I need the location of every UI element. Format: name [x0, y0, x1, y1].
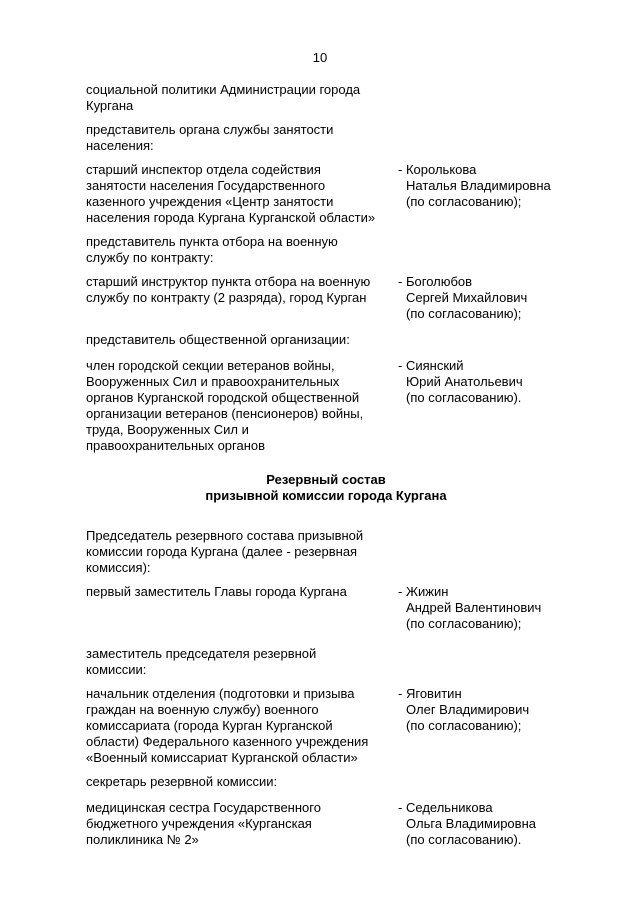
text-line: Председатель резервного состава призывной [86, 528, 364, 543]
text-line: поликлиника № 2» [86, 832, 199, 847]
text-line: комиссариата (города Курган Курганской [86, 718, 333, 733]
role-heading-contract [86, 234, 376, 266]
member-position [86, 358, 392, 454]
role-heading-chair [86, 528, 376, 576]
text-line: - Седельникова [398, 800, 493, 815]
member-name [392, 584, 556, 632]
text-line: член городской секции ветеранов войны, [86, 358, 335, 373]
text-line: призывной комиссии города Кургана [205, 488, 447, 503]
member-position [86, 274, 392, 322]
text-line: первый заместитель Главы города Кургана [86, 584, 347, 599]
member-row-contract [86, 274, 556, 322]
member-name [392, 800, 556, 848]
text-line: Вооруженных Сил и правоохранительных [86, 374, 340, 389]
member-position [86, 800, 392, 848]
text-line: (по согласованию); [406, 718, 522, 733]
role-heading-public-org [86, 332, 376, 348]
text-line: труда, Вооруженных Сил и [86, 422, 249, 437]
member-position [86, 584, 392, 632]
text-line: правоохранительных органов [86, 438, 266, 453]
member-name [392, 162, 556, 226]
text-line: комиссии: [86, 662, 147, 677]
text-line: Ольга Владимировна [406, 816, 536, 831]
text-line: (по согласованию). [406, 832, 522, 847]
role-heading-employment [86, 122, 376, 154]
text-line: Юрий Анатольевич [406, 374, 523, 389]
text-line: - Яговитин [398, 686, 462, 701]
member-row-deputy [86, 686, 556, 766]
text-line: Наталья Владимировна [406, 178, 551, 193]
text-line: - Боголюбов [398, 274, 473, 289]
text-line: комиссии города Кургана (далее - резервная [86, 544, 358, 559]
text-line: медицинская сестра Государственного [86, 800, 321, 815]
text-line: Кургана [86, 98, 134, 113]
text-line: области) Федерального казенного учреждения [86, 734, 369, 749]
text-line: органов Курганской городской общественной [86, 390, 360, 405]
page-number: 10 [312, 50, 328, 65]
text-line: Резервный состав [266, 472, 386, 487]
intro-text [86, 82, 376, 114]
text-line: - Сиянский [398, 358, 464, 373]
text-line: населения города Кургана Курганской области» [86, 210, 376, 225]
text-line: службу по контракту: [86, 250, 214, 265]
text-line: бюджетного учреждения «Курганская [86, 816, 312, 831]
text-line: (по согласованию); [406, 306, 522, 321]
text-line: казенного учреждения «Центр занятости [86, 194, 334, 209]
text-line: (по согласованию). [406, 390, 522, 405]
text-line: Сергей Михайлович [406, 290, 528, 305]
document-body [86, 82, 556, 856]
member-row-employment [86, 162, 556, 226]
member-name [392, 686, 556, 766]
text-line: Андрей Валентинович [406, 600, 542, 615]
text-line: Олег Владимирович [406, 702, 530, 717]
text-line: (по согласованию); [406, 194, 522, 209]
text-line: старший инструктор пункта отбора на военную [86, 274, 371, 289]
text-line: - Жижин [398, 584, 449, 599]
text-line: секретарь резервной комиссии: [86, 774, 278, 789]
text-line: представитель пункта отбора на военную [86, 234, 338, 249]
member-name [392, 274, 556, 322]
role-heading-secretary [86, 774, 376, 790]
member-row-secretary [86, 800, 556, 848]
member-name [392, 358, 556, 454]
text-line: службу по контракту (2 разряда), город Курган [86, 290, 367, 305]
text-line: заместитель председателя резервной [86, 646, 317, 661]
text-line: представитель органа службы занятости [86, 122, 334, 137]
member-row-public-org [86, 358, 556, 454]
section-title [66, 472, 586, 504]
text-line: организации ветеранов (пенсионеров) войны, [86, 406, 364, 421]
text-line: населения: [86, 138, 154, 153]
text-line: - Королькова [398, 162, 477, 177]
text-line: (по согласованию); [406, 616, 522, 631]
text-line: представитель общественной организации: [86, 332, 350, 347]
text-line: начальник отделения (подготовки и призыва [86, 686, 355, 701]
role-heading-deputy [86, 646, 376, 678]
member-row-chair [86, 584, 556, 632]
member-position [86, 686, 392, 766]
text-line: занятости населения Государственного [86, 178, 326, 193]
text-line: комиссия): [86, 560, 151, 575]
text-line: социальной политики Администрации города [86, 82, 361, 97]
text-line: граждан на военную службу) военного [86, 702, 319, 717]
text-line: «Военный комиссариат Курганской области» [86, 750, 358, 765]
text-line: старший инспектор отдела содействия [86, 162, 321, 177]
member-position [86, 162, 392, 226]
